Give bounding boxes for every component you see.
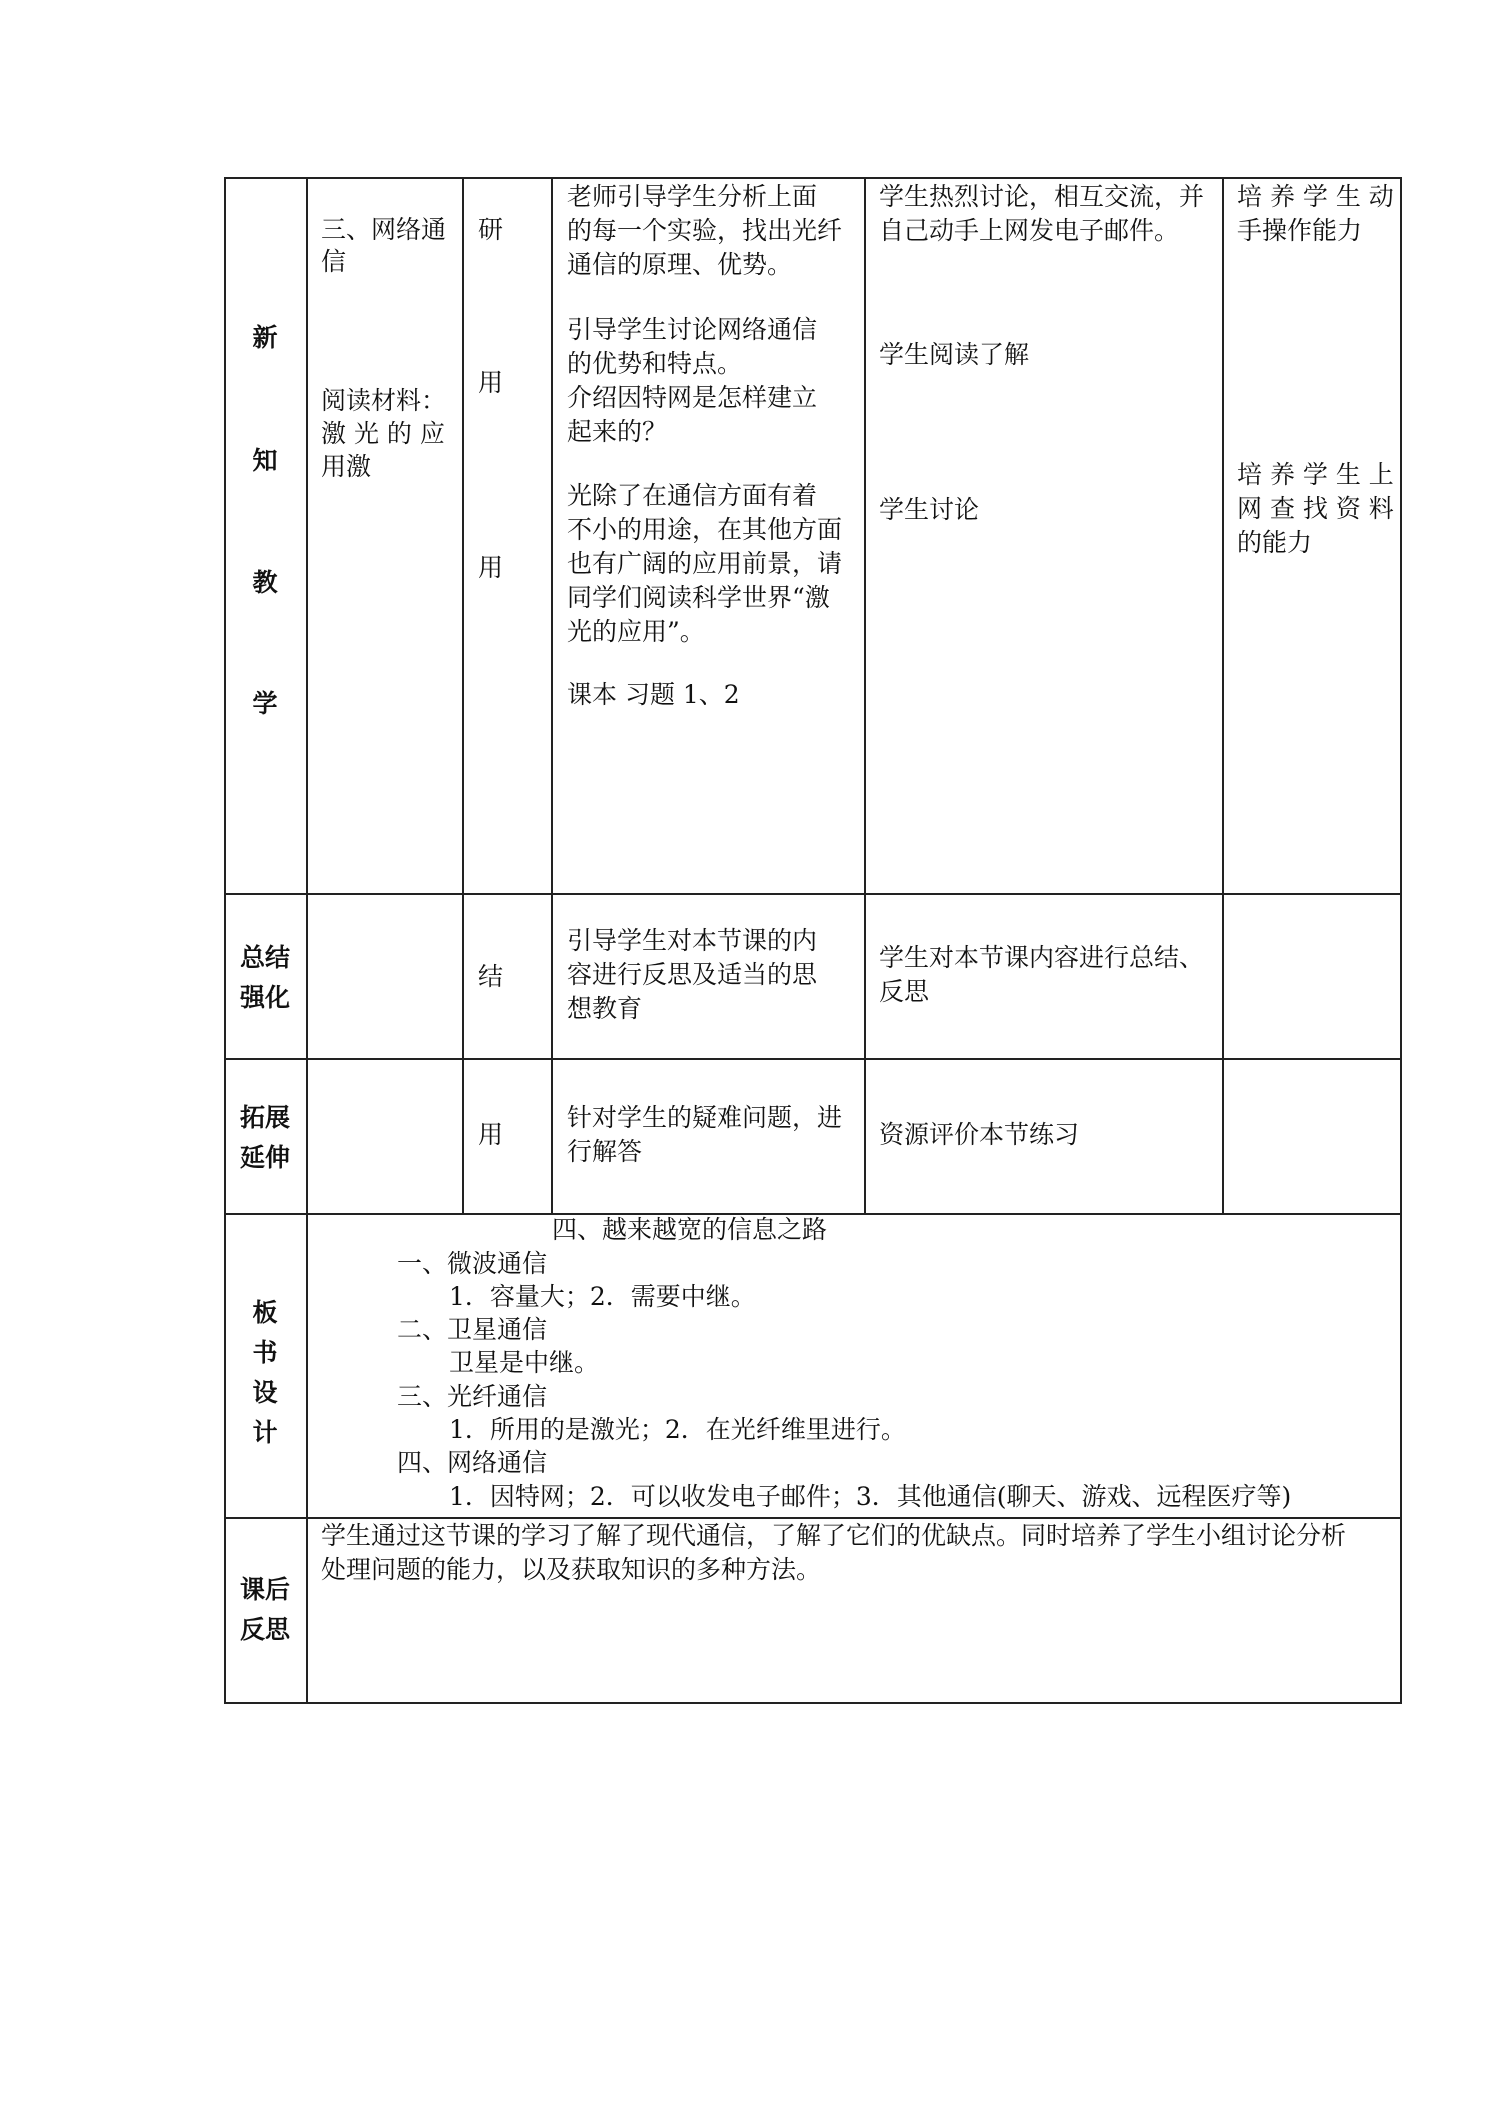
row-label-char: 设 (252, 1378, 278, 1407)
summary-student-text: 学生对本节课内容进行总结、 (879, 943, 1205, 972)
row-label-line: 总结 (239, 943, 290, 972)
table-border-left (224, 177, 226, 1704)
col-divider (306, 177, 308, 1704)
summary-teacher-text: 引导学生对本节课的内 (567, 926, 818, 955)
intent-text: 网 查 找 资 料 (1237, 494, 1394, 523)
teacher-text: 同学们阅读科学世界“激 (567, 583, 830, 612)
col-divider (864, 177, 866, 1215)
row-label-char: 书 (252, 1338, 278, 1367)
row-label-line: 课后 (239, 1575, 290, 1604)
method-text: 用 (478, 368, 504, 397)
topic-text: 阅读材料： (321, 386, 447, 415)
intent-text: 手操作能力 (1237, 216, 1363, 245)
teacher-text: 光的应用”。 (567, 617, 705, 646)
table-border-right (1400, 177, 1402, 1704)
row-label-line: 延伸 (239, 1143, 290, 1172)
summary-teacher-text: 想教育 (567, 994, 643, 1023)
row-label-line: 拓展 (239, 1103, 290, 1132)
topic-text: 信 (321, 247, 347, 276)
reflection-text: 学生通过这节课的学习了解了现代通信，了解了它们的优缺点。同时培养了学生小组讨论分析 (321, 1521, 1347, 1550)
teacher-text: 不小的用途，在其他方面 (567, 515, 843, 544)
table-border-top (224, 177, 1402, 179)
teacher-text: 引导学生讨论网络通信 (567, 315, 818, 344)
intent-text: 的能力 (1237, 528, 1313, 557)
row-label-char: 学 (252, 689, 278, 718)
topic-text: 激 光 的 应 (321, 419, 445, 448)
board-title: 四、越来越宽的信息之路 (552, 1215, 828, 1244)
student-text: 学生讨论 (879, 495, 980, 524)
topic-text: 用激 (321, 452, 372, 481)
student-text: 自己动手上网发电子邮件。 (879, 216, 1180, 245)
intent-text: 培 养 学 生 上 (1237, 460, 1394, 489)
intent-text: 培 养 学 生 动 (1237, 182, 1394, 211)
teacher-text: 通信的原理、优势。 (567, 250, 793, 279)
board-line: 1．容量大；2．需要中继。 (449, 1282, 756, 1311)
summary-student-text: 反思 (879, 977, 930, 1006)
row-label-char: 板 (252, 1298, 278, 1327)
summary-method: 结 (478, 962, 504, 991)
board-line: 二、卫星通信 (397, 1315, 548, 1344)
row-label-reflection (230, 1570, 300, 1650)
summary-teacher-text: 容进行反思及适当的思 (567, 960, 818, 989)
extension-teacher-text: 针对学生的疑难问题，进 (567, 1103, 843, 1132)
table-border-bottom (224, 1702, 1402, 1704)
extension-method: 用 (478, 1120, 504, 1149)
board-line: 三、光纤通信 (397, 1382, 548, 1411)
method-text: 用 (478, 553, 504, 582)
board-line: 1．因特网；2．可以收发电子邮件；3．其他通信(聊天、游戏、远程医疗等) (449, 1482, 1292, 1511)
board-line: 一、微波通信 (397, 1249, 548, 1278)
row-label-line: 反思 (239, 1615, 290, 1644)
board-line: 四、网络通信 (397, 1448, 548, 1477)
extension-teacher-text: 行解答 (567, 1137, 643, 1166)
teacher-text: 老师引导学生分析上面 (567, 182, 818, 211)
row-label-line: 强化 (239, 983, 290, 1012)
col-divider (1222, 177, 1224, 1215)
row-label-char: 计 (252, 1418, 278, 1447)
row-divider (224, 1058, 1402, 1060)
student-text: 学生阅读了解 (879, 340, 1030, 369)
row-label-char: 新 (252, 323, 278, 352)
col-divider (551, 177, 553, 1215)
board-line: 卫星是中继。 (449, 1348, 600, 1377)
topic-text: 三、网络通 (321, 215, 447, 244)
row-label-extension (230, 1098, 300, 1178)
row-label-char: 教 (252, 568, 278, 597)
teacher-text: 课本 习题 1、2 (567, 680, 740, 709)
row-label-summary (230, 938, 300, 1018)
col-divider (462, 177, 464, 1215)
row-label-char: 知 (252, 446, 278, 475)
board-line: 1．所用的是激光；2．在光纤维里进行。 (449, 1415, 906, 1444)
extension-student-text: 资源评价本节练习 (879, 1120, 1080, 1149)
method-text: 研 (478, 215, 504, 244)
student-text: 学生热烈讨论，相互交流，并 (879, 182, 1205, 211)
reflection-text: 处理问题的能力，以及获取知识的多种方法。 (321, 1555, 822, 1584)
teacher-text: 介绍因特网是怎样建立 (567, 383, 818, 412)
teacher-text: 的每一个实验，找出光纤 (567, 216, 843, 245)
teacher-text: 也有广阔的应用前景，请 (567, 549, 843, 578)
teacher-text: 光除了在通信方面有着 (567, 481, 818, 510)
row-divider (224, 893, 1402, 895)
teacher-text: 起来的？ (567, 417, 668, 446)
teacher-text: 的优势和特点。 (567, 349, 743, 378)
